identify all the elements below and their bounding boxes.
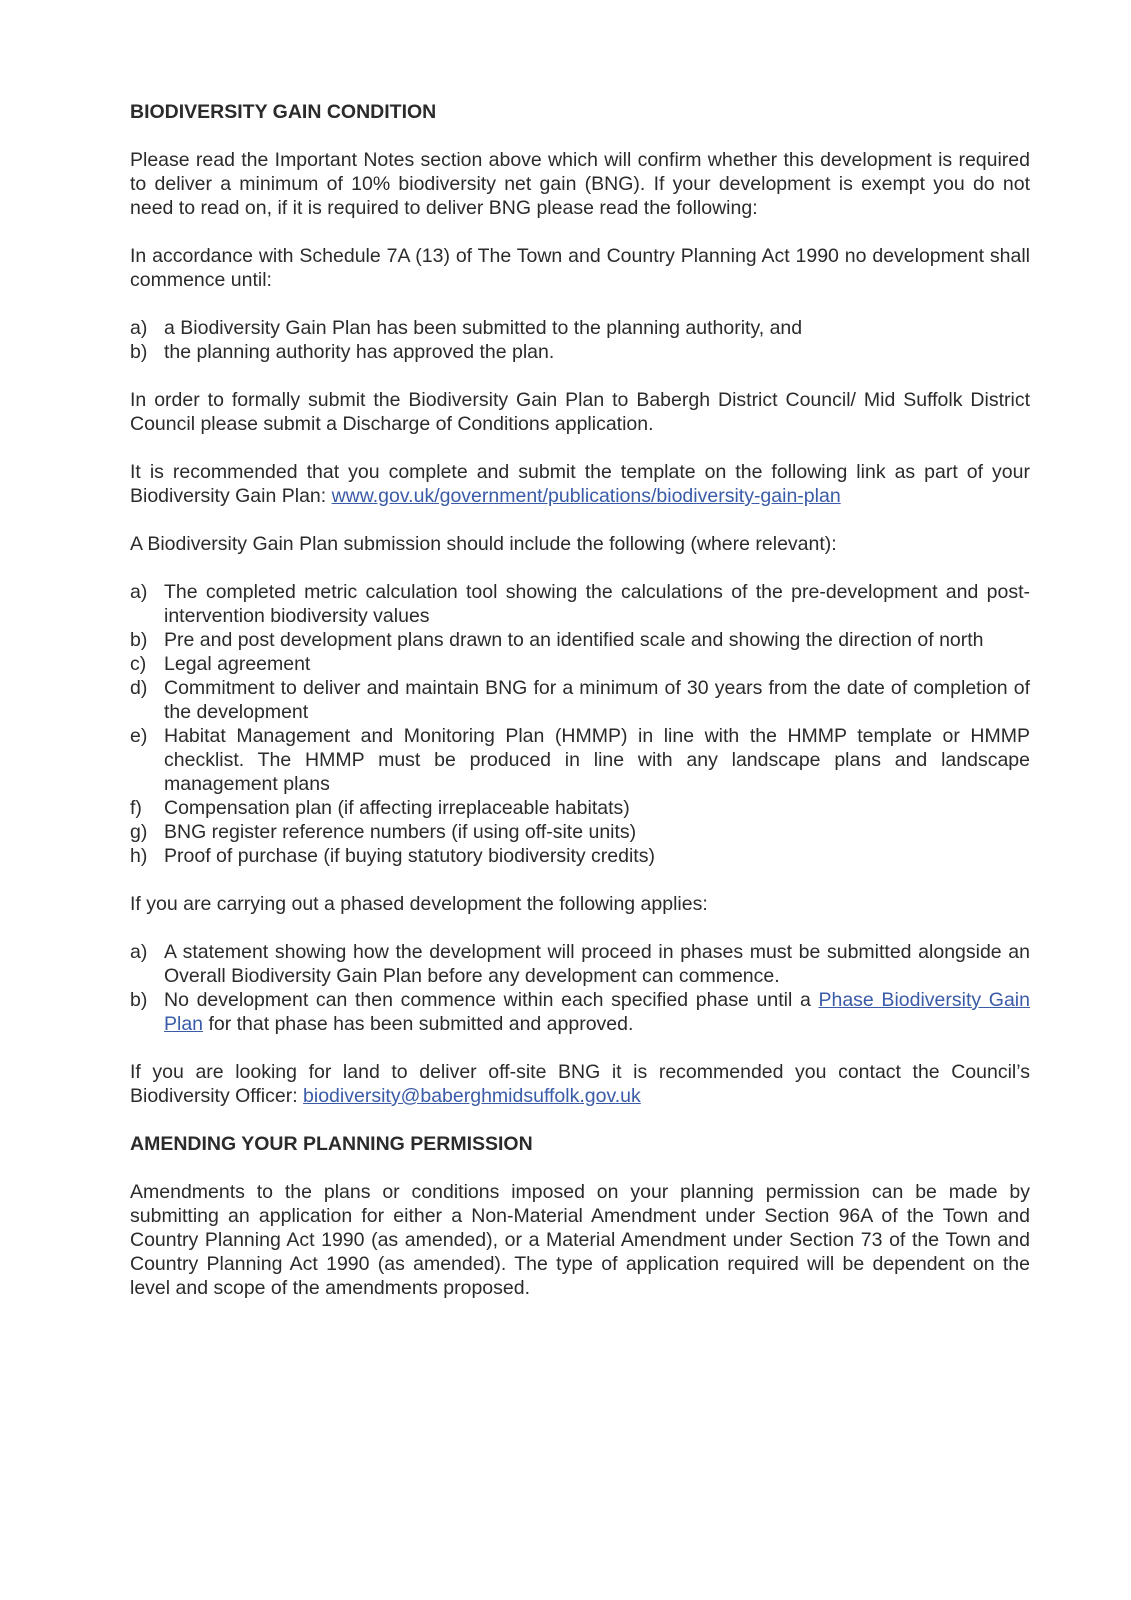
- offsite-text: If you are looking for land to deliver off-site BNG it is recommended you contact the Council’s Biodiversity Officer:: [130, 1061, 1030, 1107]
- template-link[interactable]: www.gov.uk/government/publications/biodiversity-gain-plan: [331, 485, 841, 507]
- list-item-text: Legal agreement: [164, 653, 311, 675]
- commence-conditions-list: [130, 316, 1030, 364]
- phased-list: [130, 940, 1030, 1036]
- list-item: [130, 628, 1030, 652]
- list-marker: a): [130, 581, 148, 603]
- phased-intro-paragraph: If you are carrying out a phased development the following applies:: [130, 893, 708, 915]
- list-marker: a): [130, 317, 148, 339]
- list-marker: a): [130, 941, 148, 963]
- list-item: [130, 676, 1030, 724]
- list-item-text: Commitment to deliver and maintain BNG for a minimum of 30 years from the date of completion of the development: [164, 677, 1030, 723]
- list-marker: f): [130, 797, 142, 819]
- phased-b-text-before: No development can then commence within each specified phase until a: [164, 989, 819, 1011]
- list-item: [130, 340, 1030, 364]
- list-marker: b): [130, 629, 148, 651]
- list-marker: b): [130, 341, 148, 363]
- phase-biodiversity-gain-plan-link[interactable]: Phase Biodiversity Gain Plan: [164, 989, 1030, 1035]
- include-intro-paragraph: A Biodiversity Gain Plan submission should include the following (where relevant):: [130, 533, 837, 555]
- list-item-text: Habitat Management and Monitoring Plan (HMMP) in line with the HMMP template or HMMP checklist. The HMMP must be produced in line with any landscape plans and landscape management plans: [164, 725, 1030, 795]
- submission-items-list: [130, 580, 1030, 868]
- amend-paragraph: Amendments to the plans or conditions imposed on your planning permission can be made by submitting an application for either a Non-Material Amendment under Section 96A of the Town and Country Planning Act 1990 (as amended), or a Material Amendment under Section 73 of the Town and Country Planning Act 1990 (as amended). The type of application required will be dependent on the level and scope of the amendments proposed.: [130, 1181, 1030, 1299]
- list-marker: h): [130, 845, 148, 867]
- amend-heading: AMENDING YOUR PLANNING PERMISSION: [130, 1133, 533, 1155]
- biodiversity-email-link[interactable]: biodiversity@baberghmidsuffolk.gov.uk: [303, 1085, 641, 1107]
- list-item: [130, 844, 1030, 868]
- list-item-text: The completed metric calculation tool showing the calculations of the pre-development and post-intervention biodiversity values: [164, 581, 1030, 627]
- list-item-text: A statement showing how the development will proceed in phases must be submitted alongside an Overall Biodiversity Gain Plan before any development can commence.: [164, 941, 1030, 987]
- list-item: [130, 988, 1030, 1036]
- list-item-text: Pre and post development plans drawn to an identified scale and showing the direction of north: [164, 629, 984, 651]
- template-text: It is recommended that you complete and submit the template on the following link as part of your Biodiversity Gain Plan:: [130, 461, 1030, 507]
- list-item: [130, 940, 1030, 988]
- list-item-text: BNG register reference numbers (if using off-site units): [164, 821, 637, 843]
- template-paragraph: [130, 460, 1030, 508]
- schedule-paragraph: In accordance with Schedule 7A (13) of The Town and Country Planning Act 1990 no development shall commence until:: [130, 245, 1030, 291]
- list-item-text: a Biodiversity Gain Plan has been submitted to the planning authority, and: [164, 317, 803, 339]
- list-marker: g): [130, 821, 148, 843]
- list-item: [130, 580, 1030, 628]
- list-item: [130, 316, 1030, 340]
- list-marker: e): [130, 725, 148, 747]
- document-page: [130, 100, 1030, 1324]
- list-marker: b): [130, 989, 148, 1011]
- list-item-text: [164, 988, 1030, 1036]
- phased-b-text-after: for that phase has been submitted and approved.: [203, 1013, 634, 1035]
- list-item-text: the planning authority has approved the plan.: [164, 341, 555, 363]
- submit-paragraph: In order to formally submit the Biodiversity Gain Plan to Babergh District Council/ Mid Suffolk District Council please submit a Discharge of Conditions application.: [130, 389, 1030, 435]
- list-item: [130, 820, 1030, 844]
- list-marker: c): [130, 653, 147, 675]
- list-marker: d): [130, 677, 148, 699]
- bng-intro-paragraph: Please read the Important Notes section above which will confirm whether this development is required to deliver a minimum of 10% biodiversity net gain (BNG). If your development is exempt you do not need to read on, if it is required to deliver BNG please read the following:: [130, 149, 1030, 219]
- list-item-text: Compensation plan (if affecting irreplaceable habitats): [164, 797, 630, 819]
- list-item: [130, 652, 1030, 676]
- offsite-paragraph: [130, 1060, 1030, 1108]
- list-item-text: Proof of purchase (if buying statutory biodiversity credits): [164, 845, 655, 867]
- bng-heading: BIODIVERSITY GAIN CONDITION: [130, 101, 437, 123]
- list-item: [130, 724, 1030, 796]
- list-item: [130, 796, 1030, 820]
